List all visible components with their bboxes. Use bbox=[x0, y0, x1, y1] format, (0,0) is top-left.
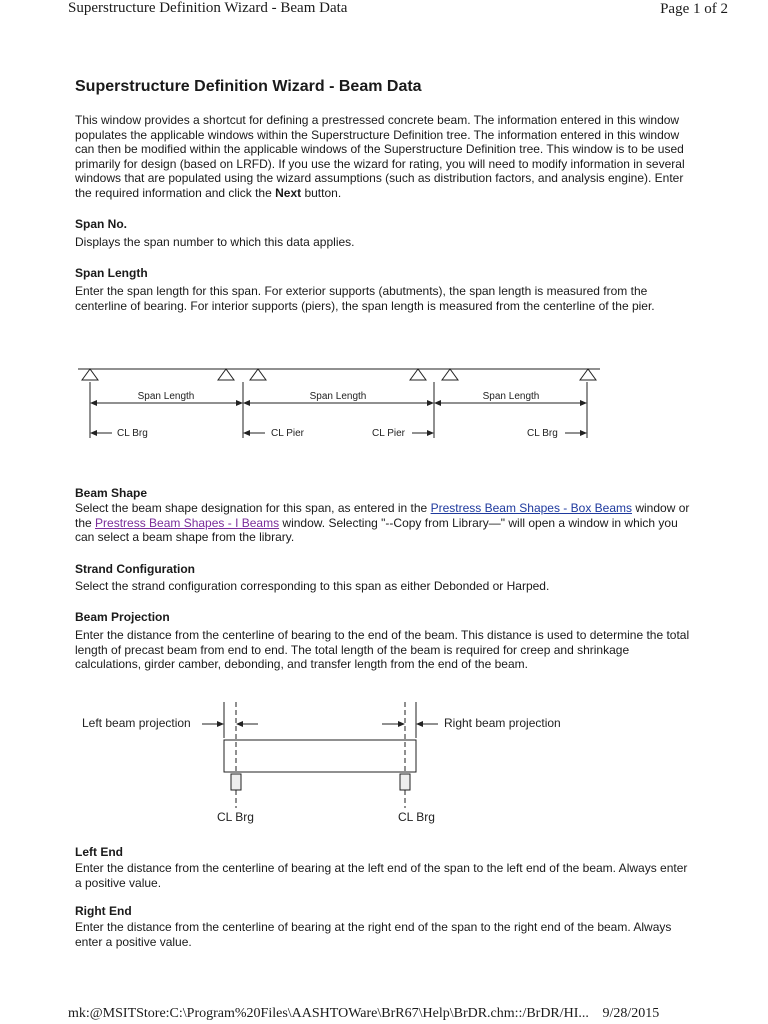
header-page-label: Page 1 of 2 bbox=[660, 1, 728, 17]
page-title: Superstructure Definition Wizard - Beam Data bbox=[75, 78, 422, 95]
left-end-heading: Left End bbox=[75, 845, 123, 859]
support-triangle bbox=[250, 369, 266, 380]
support-triangle bbox=[218, 369, 234, 380]
beam-rect bbox=[224, 740, 416, 772]
cl-label: CL Brg bbox=[117, 428, 148, 439]
beam-shape-heading: Beam Shape bbox=[75, 486, 148, 500]
span-no-heading: Span No. bbox=[75, 217, 128, 231]
support-triangle bbox=[410, 369, 426, 380]
footer-path: mk:@MSITStore:C:\Program%20Files\AASHTOWare\BrR67\Help\BrDR.chm::/BrDR/HI... bbox=[68, 1006, 589, 1021]
beam-shape-text-part: window or the bbox=[75, 501, 690, 530]
span-length-label: Span Length bbox=[482, 391, 540, 402]
strand-config-heading: Strand Configuration bbox=[75, 562, 195, 576]
intro-tail: button. bbox=[301, 185, 342, 200]
box-beams-link[interactable]: Prestress Beam Shapes - Box Beams bbox=[430, 501, 632, 515]
support-triangle bbox=[442, 369, 458, 380]
left-end-text: Enter the distance from the centerline of bearing at the left end of the span to the left end of the beam. Always enter a positive value. bbox=[75, 861, 688, 890]
beam-shape-text-part: window. Selecting "--Copy from Library—" will open a window in which you can select a beam shape from the library. bbox=[75, 515, 678, 545]
span-length-label: Span Length bbox=[309, 391, 367, 402]
bearing-pad bbox=[400, 774, 410, 790]
right-projection-label: Right beam projection bbox=[444, 716, 561, 730]
footer bbox=[68, 1006, 659, 1022]
cl-label: CL Brg bbox=[527, 428, 558, 439]
intro-paragraph bbox=[75, 113, 695, 201]
span-length-heading: Span Length bbox=[75, 266, 148, 280]
intro-text: This window provides a shortcut for defining a prestressed concrete beam. The information entered in this window populates the applicable windows within the Superstructure Definition tree. The information entered in this window can then be modified within the applicable windows of the Superstructure Definition tree. This window is to be used primarily for design (based on LRFD). If you use the wizard for rating, you will need to modify information in several windows that are populated using the wizard assumptions (such as distribution factors, and analysis engine). Enter the required information and click the bbox=[75, 113, 685, 200]
left-projection-label: Left beam projection bbox=[82, 716, 191, 730]
support-triangle bbox=[82, 369, 98, 380]
right-end-text: Enter the distance from the centerline of bearing at the right end of the span to the right end of the beam. Always enter a positive value. bbox=[75, 920, 672, 949]
cl-label: CL Pier bbox=[372, 428, 405, 439]
span-length-diagram bbox=[0, 360, 768, 450]
footer-date: 9/28/2015 bbox=[602, 1006, 660, 1021]
right-end-heading: Right End bbox=[75, 904, 132, 918]
beam-projection-heading: Beam Projection bbox=[75, 610, 170, 624]
beam-shape-text-part: Select the beam shape designation for this span, as entered in the bbox=[75, 501, 431, 515]
support-triangle bbox=[580, 369, 596, 380]
span-length-text: Enter the span length for this span. For exterior supports (abutments), the span length is measured from the centerline of bearing. For interior supports (piers), the span length is measured from the centerline of the pier. bbox=[75, 284, 655, 313]
beam-projection-diagram bbox=[0, 700, 768, 830]
span-no-text: Displays the span number to which this data applies. bbox=[75, 235, 355, 249]
strand-config-text: Select the strand configuration corresponding to this span as either Debonded or Harped. bbox=[75, 579, 550, 593]
cl-brg-left-label: CL Brg bbox=[217, 810, 254, 824]
bearing-pad bbox=[231, 774, 241, 790]
beam-projection-text: Enter the distance from the centerline of bearing to the end of the beam. This distance is used to determine the total length of precast beam from end to end. The total length of the beam is required for creep and shrinkage calculations, girder camber, debonding, and transfer length from the end of the beam. bbox=[75, 628, 690, 672]
intro-next-bold: Next bbox=[275, 185, 302, 200]
cl-label: CL Pier bbox=[271, 428, 304, 439]
cl-brg-right-label: CL Brg bbox=[398, 810, 435, 824]
beam-shape-text bbox=[75, 501, 695, 545]
header-doc-title: Superstructure Definition Wizard - Beam Data bbox=[68, 0, 348, 16]
i-beams-link[interactable]: Prestress Beam Shapes - I Beams bbox=[95, 515, 280, 530]
span-length-label: Span Length bbox=[137, 391, 195, 402]
